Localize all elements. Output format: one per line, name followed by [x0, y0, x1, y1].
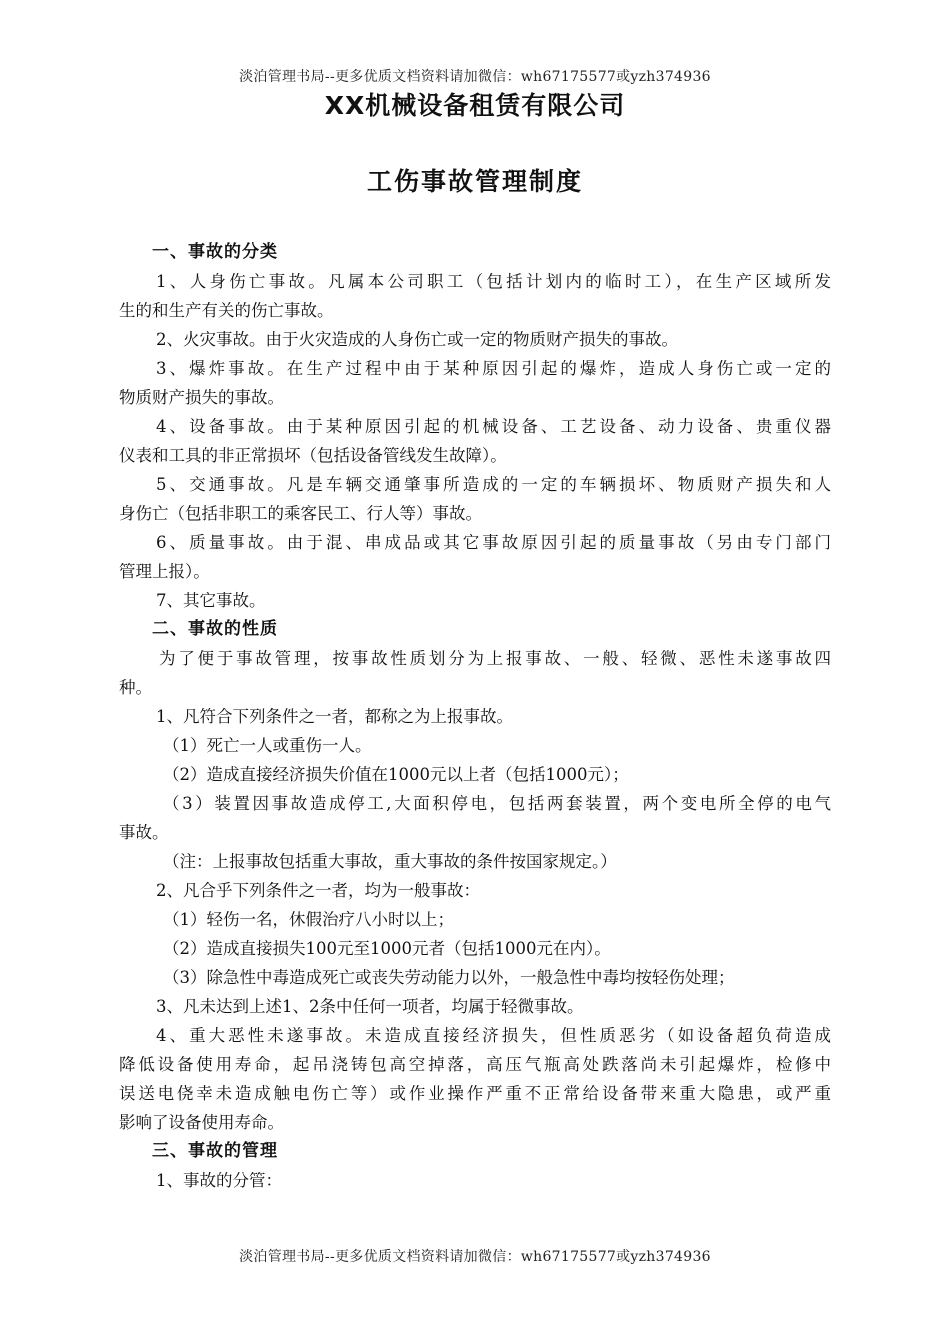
paragraph-line: 2、火灾事故。由于火灾造成的人身伤亡或一定的物质财产损失的事故。 [156, 330, 678, 349]
paragraph-line: 降低设备使用寿命，起吊浇铸包高空掉落，高压气瓶高处跌落尚未引起爆炸，检修中 [119, 1055, 831, 1074]
paragraph-line: 影响了设备使用寿命。 [119, 1113, 284, 1132]
paragraph-line: 生的和生产有关的伤亡事故。 [119, 301, 334, 320]
header-note: 淡泊管理书局--更多优质文档资料请加微信：wh67175577或yzh374936 [239, 69, 711, 85]
paragraph-line: （注：上报事故包括重大事故，重大事故的条件按国家规定。） [163, 852, 617, 871]
paragraph-line: （2）造成直接损失100元至1000元者（包括1000元在内）。 [163, 939, 611, 958]
paragraph-line: 4、设备事故。由于某种原因引起的机械设备、工艺设备、动力设备、贵重仪器 [156, 417, 831, 436]
section-heading: 三、事故的管理 [152, 1141, 278, 1161]
paragraph-line: （3）装置因事故造成停工,大面积停电，包括两套装置，两个变电所全停的电气 [163, 794, 831, 813]
company-name: XX机械设备租赁有限公司 [324, 91, 626, 120]
paragraph-line: 3、爆炸事故。在生产过程中由于某种原因引起的爆炸，造成人身伤亡或一定的 [156, 359, 831, 378]
paragraph-line: 事故。 [119, 823, 169, 842]
paragraph-line: （1）轻伤一名，休假治疗八小时以上； [163, 910, 454, 929]
section-heading: 一、事故的分类 [152, 242, 278, 262]
paragraph-line: 7、其它事故。 [156, 591, 266, 610]
paragraph-line: 身伤亡（包括非职工的乘客民工、行人等）事故。 [119, 504, 482, 523]
paragraph-line: 1、凡符合下列条件之一者，都称之为上报事故。 [156, 707, 513, 726]
paragraph-line: （3）除急性中毒造成死亡或丧失劳动能力以外，一般急性中毒均按轻伤处理； [163, 968, 735, 987]
paragraph-line: 5、交通事故。凡是车辆交通肇事所造成的一定的车辆损坏、物质财产损失和人 [156, 475, 831, 494]
paragraph-line: 误送电侥幸未造成触电伤亡等）或作业操作严重不正常给设备带来重大隐患，或严重 [119, 1084, 831, 1103]
paragraph-line: 4、重大恶性未遂事故。未造成直接经济损失，但性质恶劣（如设备超负荷造成 [156, 1026, 831, 1045]
footer-note: 淡泊管理书局--更多优质文档资料请加微信：wh67175577或yzh374936 [239, 1249, 711, 1265]
document-title: 工伤事故管理制度 [366, 167, 583, 196]
paragraph-line: 2、凡合乎下列条件之一者，均为一般事故： [156, 881, 480, 900]
paragraph-line: 3、凡未达到上述1、2条中任何一项者，均属于轻微事故。 [156, 997, 584, 1016]
paragraph-line: 仪表和工具的非正常损坏（包括设备管线发生故障）。 [119, 446, 507, 465]
document-body [119, 238, 831, 1195]
paragraph-line: 管理上报）。 [119, 562, 210, 581]
paragraph-line: （1）死亡一人或重伤一人。 [163, 736, 372, 755]
paragraph-line: 6、质量事故。由于混、串成品或其它事故原因引起的质量事故（另由专门部门 [156, 533, 831, 552]
paragraph-line: 为了便于事故管理，按事故性质划分为上报事故、一般、轻微、恶性未遂事故四 [159, 649, 831, 668]
section-heading: 二、事故的性质 [152, 619, 278, 639]
paragraph-line: 种。 [119, 678, 152, 697]
paragraph-line: （2）造成直接经济损失价值在1000元以上者（包括1000元）； [163, 765, 629, 784]
paragraph-line: 1、人身伤亡事故。凡属本公司职工（包括计划内的临时工），在生产区域所发 [156, 272, 831, 291]
paragraph-line: 物质财产损失的事故。 [119, 388, 284, 407]
paragraph-line: 1、事故的分管： [156, 1171, 282, 1190]
